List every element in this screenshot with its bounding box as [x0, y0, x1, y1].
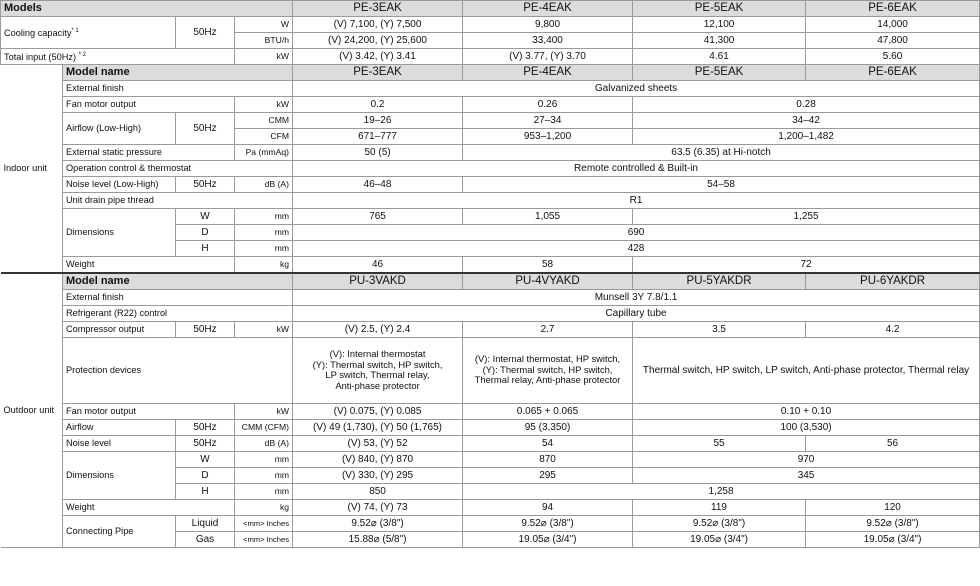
- indoor-model-name-label: Model name: [63, 65, 293, 81]
- finish-label: External finish: [63, 81, 293, 97]
- noise-freq: 50Hz: [176, 177, 235, 193]
- fan-value: 0.065 + 0.065: [463, 403, 633, 419]
- liquid-label: Liquid: [176, 515, 235, 531]
- gas-value: 19.05⌀ (3/4"): [463, 531, 633, 547]
- weight-unit: kg: [235, 499, 293, 515]
- fan-label: Fan motor output: [63, 403, 235, 419]
- weight-label: Weight: [63, 499, 235, 515]
- dim-w-value: 1,255: [633, 209, 980, 225]
- cmm-unit: CMM: [235, 113, 293, 129]
- weight-value: 120: [806, 499, 980, 515]
- indoor-airflow-cmm-row: [1, 113, 980, 129]
- indoor-model: PE-6EAK: [806, 65, 980, 81]
- protection-value: (V): Internal thermostat, HP switch, (Y): Thermal switch, HP switch, Thermal relay, Anti-phase protector: [463, 337, 633, 403]
- input-value: 5.60: [806, 49, 980, 65]
- airflow-value: (V) 49 (1,730), (Y) 50 (1,765): [293, 419, 463, 435]
- refrigerant-label: Refrigerant (R22) control: [63, 305, 293, 321]
- outdoor-compressor-row: [1, 321, 980, 337]
- mm-unit: mm: [235, 483, 293, 499]
- outdoor-model-row: [1, 273, 980, 290]
- cfm-value: 1,200–1,482: [633, 129, 980, 145]
- dim-w-label: W: [176, 451, 235, 467]
- pipe-unit: <mm> Inches: [235, 515, 293, 531]
- compressor-value: (V) 2.5, (Y) 2.4: [293, 321, 463, 337]
- liquid-value: 9.52⌀ (3/8"): [463, 515, 633, 531]
- cooling-label-text: Cooling capacity: [4, 28, 72, 39]
- outdoor-model: PU-5YAKDR: [633, 273, 806, 290]
- fan-value: (V) 0.075, (Y) 0.085: [293, 403, 463, 419]
- compressor-freq: 50Hz: [176, 321, 235, 337]
- cooling-w-value: (V) 7,100, (Y) 7,500: [293, 17, 463, 33]
- dimensions-label: Dimensions: [63, 209, 176, 257]
- indoor-fan-row: [1, 97, 980, 113]
- indoor-weight-row: [1, 257, 980, 273]
- cooling-btu-value: 47,800: [806, 33, 980, 49]
- cooling-w-value: 14,000: [806, 17, 980, 33]
- cooling-freq: 50Hz: [176, 17, 235, 49]
- cooling-w-value: 9,800: [463, 17, 633, 33]
- outdoor-finish-row: [1, 289, 980, 305]
- indoor-control-row: [1, 161, 980, 177]
- indoor-noise-row: [1, 177, 980, 193]
- dim-d-label: D: [176, 225, 235, 241]
- input-label-text: Total input (50Hz): [4, 52, 77, 63]
- connecting-pipe-label: Connecting Pipe: [63, 515, 176, 547]
- outdoor-model: PU-4VYAKD: [463, 273, 633, 290]
- gas-value: 15.88⌀ (5/8"): [293, 531, 463, 547]
- cmm-value: 27–34: [463, 113, 633, 129]
- compressor-value: 3.5: [633, 321, 806, 337]
- noise-value: 54: [463, 435, 633, 451]
- noise-value: 46–48: [293, 177, 463, 193]
- airflow-freq: 50Hz: [176, 113, 235, 145]
- dim-h-label: H: [176, 241, 235, 257]
- airflow-value: 100 (3,530): [633, 419, 980, 435]
- model-header: PE-5EAK: [633, 1, 806, 17]
- liquid-value: 9.52⌀ (3/8"): [293, 515, 463, 531]
- esp-value: 50 (5): [293, 145, 463, 161]
- model-header: PE-6EAK: [806, 1, 980, 17]
- outdoor-pipe-liquid-row: [1, 515, 980, 531]
- protection-value: Thermal switch, HP switch, LP switch, Anti-phase protector, Thermal relay: [633, 337, 980, 403]
- dim-d-value: 345: [633, 467, 980, 483]
- drain-label: Unit drain pipe thread: [63, 193, 293, 209]
- noise-freq: 50Hz: [176, 435, 235, 451]
- noise-label: Noise level (Low-High): [63, 177, 176, 193]
- indoor-model: PE-5EAK: [633, 65, 806, 81]
- noise-value: 55: [633, 435, 806, 451]
- dim-h-label: H: [176, 483, 235, 499]
- dim-h-value: 1,258: [463, 483, 980, 499]
- indoor-drain-row: [1, 193, 980, 209]
- mm-unit: mm: [235, 467, 293, 483]
- indoor-finish-row: [1, 81, 980, 97]
- fan-value: 0.10 + 0.10: [633, 403, 980, 419]
- weight-unit: kg: [235, 257, 293, 273]
- mm-unit: mm: [235, 451, 293, 467]
- dim-w-value: 870: [463, 451, 633, 467]
- noise-unit: dB (A): [235, 177, 293, 193]
- cooling-btu-value: 33,400: [463, 33, 633, 49]
- gas-label: Gas: [176, 531, 235, 547]
- outdoor-weight-row: [1, 499, 980, 515]
- weight-value: 46: [293, 257, 463, 273]
- dim-d-value: 295: [463, 467, 633, 483]
- dim-w-value: 970: [633, 451, 980, 467]
- weight-value: 119: [633, 499, 806, 515]
- cooling-btu-value: 41,300: [633, 33, 806, 49]
- compressor-value: 2.7: [463, 321, 633, 337]
- outdoor-model: PU-6YAKDR: [806, 273, 980, 290]
- outdoor-noise-row: [1, 435, 980, 451]
- weight-label: Weight: [63, 257, 235, 273]
- drain-value: R1: [293, 193, 980, 209]
- fan-value: 0.26: [463, 97, 633, 113]
- cooling-btu-value: (V) 24,200, (Y) 25,600: [293, 33, 463, 49]
- outdoor-fan-row: [1, 403, 980, 419]
- airflow-label: Airflow (Low-High): [63, 113, 176, 145]
- cooling-w-row: [1, 17, 980, 33]
- dim-d-value: 690: [293, 225, 980, 241]
- dim-d-value: (V) 330, (Y) 295: [293, 467, 463, 483]
- indoor-dim-w-row: [1, 209, 980, 225]
- finish-label: External finish: [63, 289, 293, 305]
- outdoor-unit-label: Outdoor unit: [1, 273, 63, 548]
- outdoor-protection-row: [1, 337, 980, 403]
- refrigerant-value: Capillary tube: [293, 305, 980, 321]
- dim-h-value: 850: [293, 483, 463, 499]
- cfm-value: 671–777: [293, 129, 463, 145]
- unit-w: W: [235, 17, 293, 33]
- protection-value: (V): Internal thermostat (Y): Thermal switch, HP switch, LP switch, Thermal relay, Anti-phase protector: [293, 337, 463, 403]
- compressor-unit: kW: [235, 321, 293, 337]
- indoor-model-row: [1, 65, 980, 81]
- esp-label: External static pressure: [63, 145, 235, 161]
- fan-label: Fan motor output: [63, 97, 235, 113]
- mm-unit: mm: [235, 225, 293, 241]
- weight-value: 58: [463, 257, 633, 273]
- dim-w-label: W: [176, 209, 235, 225]
- model-header: PE-3EAK: [293, 1, 463, 17]
- pipe-unit: <mm> Inches: [235, 531, 293, 547]
- compressor-label: Compressor output: [63, 321, 176, 337]
- cfm-value: 953–1,200: [463, 129, 633, 145]
- control-value: Remote controlled & Built-in: [293, 161, 980, 177]
- weight-value: 94: [463, 499, 633, 515]
- outdoor-airflow-row: [1, 419, 980, 435]
- cooling-note: * 1: [71, 27, 79, 34]
- esp-unit: Pa (mmAq): [235, 145, 293, 161]
- dim-h-value: 428: [293, 241, 980, 257]
- airflow-unit: CMM (CFM): [235, 419, 293, 435]
- total-input-row: [1, 49, 980, 65]
- models-header-row: [1, 1, 980, 17]
- fan-value: 0.2: [293, 97, 463, 113]
- models-label: Models: [1, 1, 293, 17]
- indoor-esp-row: [1, 145, 980, 161]
- unit-kw: kW: [235, 49, 293, 65]
- noise-value: 56: [806, 435, 980, 451]
- model-header: PE-4EAK: [463, 1, 633, 17]
- cmm-value: 19–26: [293, 113, 463, 129]
- finish-value: Galvanized sheets: [293, 81, 980, 97]
- control-label: Operation control & thermostat: [63, 161, 293, 177]
- outdoor-dim-w-row: [1, 451, 980, 467]
- dimensions-label: Dimensions: [63, 451, 176, 499]
- gas-value: 19.05⌀ (3/4"): [806, 531, 980, 547]
- cooling-w-value: 12,100: [633, 17, 806, 33]
- noise-value: 54–58: [463, 177, 980, 193]
- noise-unit: dB (A): [235, 435, 293, 451]
- input-value: (V) 3.77, (Y) 3.70: [463, 49, 633, 65]
- liquid-value: 9.52⌀ (3/8"): [806, 515, 980, 531]
- liquid-value: 9.52⌀ (3/8"): [633, 515, 806, 531]
- dim-w-value: 1,055: [463, 209, 633, 225]
- airflow-freq: 50Hz: [176, 419, 235, 435]
- unit-btu: BTU/h: [235, 33, 293, 49]
- noise-label: Noise level: [63, 435, 176, 451]
- input-value: (V) 3.42, (Y) 3.41: [293, 49, 463, 65]
- airflow-label: Airflow: [63, 419, 176, 435]
- compressor-value: 4.2: [806, 321, 980, 337]
- input-note: * 2: [78, 51, 86, 58]
- outdoor-refrigerant-row: [1, 305, 980, 321]
- noise-value: (V) 53, (Y) 52: [293, 435, 463, 451]
- weight-value: 72: [633, 257, 980, 273]
- outdoor-model: PU-3VAKD: [293, 273, 463, 290]
- dim-w-value: (V) 840, (Y) 870: [293, 451, 463, 467]
- indoor-model: PE-3EAK: [293, 65, 463, 81]
- weight-value: (V) 74, (Y) 73: [293, 499, 463, 515]
- esp-value: 63.5 (6.35) at Hi-notch: [463, 145, 980, 161]
- total-input-label: [1, 49, 235, 65]
- dim-d-label: D: [176, 467, 235, 483]
- dim-w-value: 765: [293, 209, 463, 225]
- mm-unit: mm: [235, 241, 293, 257]
- indoor-model: PE-4EAK: [463, 65, 633, 81]
- protection-label: Protection devices: [63, 337, 293, 403]
- input-value: 4.61: [633, 49, 806, 65]
- cooling-capacity-label: [1, 17, 176, 49]
- cfm-unit: CFM: [235, 129, 293, 145]
- indoor-unit-label: Indoor unit: [1, 65, 63, 273]
- cmm-value: 34–42: [633, 113, 980, 129]
- gas-value: 19.05⌀ (3/4"): [633, 531, 806, 547]
- finish-value: Munsell 3Y 7.8/1.1: [293, 289, 980, 305]
- outdoor-model-name-label: Model name: [63, 273, 293, 290]
- fan-value: 0.28: [633, 97, 980, 113]
- airflow-value: 95 (3,350): [463, 419, 633, 435]
- fan-unit: kW: [235, 403, 293, 419]
- fan-unit: kW: [235, 97, 293, 113]
- mm-unit: mm: [235, 209, 293, 225]
